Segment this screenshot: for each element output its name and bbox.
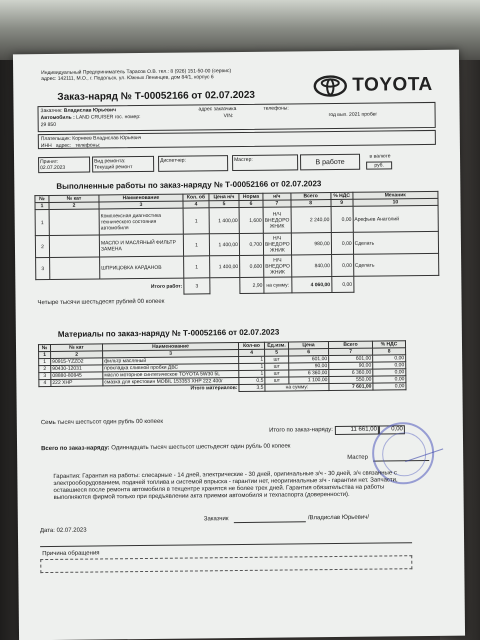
car-model: LAND CRUISER [76, 114, 114, 121]
works-col-number: 3 [99, 201, 183, 209]
cell-norm: 0,700 [239, 233, 263, 255]
repair-type-cell [92, 156, 154, 173]
materials-col-number: 4 [239, 349, 265, 356]
cell-qty: 1 [239, 363, 265, 370]
works-col-header: Механик [353, 191, 438, 199]
materials-col-number: 1 [39, 351, 51, 358]
grand-total-vat: 0,00 [379, 425, 405, 434]
works-col-number: 4 [183, 201, 209, 208]
cell-name: смазка для крестовин MOBIL 153353 XHP 222 400г [103, 378, 239, 386]
accepted-value: 02.07.2023 [40, 164, 66, 172]
cell-total: 840,00 [291, 255, 331, 277]
cell-vat: 0,00 [373, 376, 406, 383]
cell-unit: шт [265, 377, 289, 384]
accepted-cell [38, 157, 90, 174]
cell-total: 980,00 [291, 233, 331, 255]
works-col-number: 5 [209, 200, 239, 207]
customer-name: Владислав Юрьевич [63, 107, 117, 114]
date-line [40, 528, 87, 535]
cell-qty: 1 [183, 234, 209, 256]
cell-name: ШПРИЦОВКА КАРДАНОВ [100, 256, 184, 279]
materials-total-sum: 7 601,00 [329, 383, 373, 390]
payer-address-label: адрес: [55, 142, 72, 149]
organization-line-1: Индивидуальный Предприниматель Тарасов О.В. тел.: 8 (926) 151-50-00 (сервис) [41, 68, 232, 77]
cell-vat: 0,00 [331, 206, 353, 232]
customer-address-label: адрес заказчика [198, 106, 237, 113]
cell-qty: 1 [239, 356, 265, 363]
cell-name: Комплексная диагностика технического состояния автомобиля [99, 208, 183, 235]
materials-col-number: 8 [373, 348, 406, 355]
cell-unit: шт [265, 363, 289, 370]
works-total-norm: 2,90 [240, 277, 264, 293]
cell-name: МАСЛО И МАСЛЯНЫЙ ФИЛЬТР ЗАМЕНА [99, 234, 183, 257]
dispatcher-cell [158, 155, 228, 172]
works-col-number: 9 [331, 199, 353, 206]
mileage-label: пробег [361, 111, 378, 118]
works-total-row [36, 275, 439, 295]
currency-label: в валюте [369, 153, 391, 160]
cell-price: 1 400,00 [209, 233, 239, 255]
materials-total-label: Итого материалов: [190, 385, 238, 392]
vin-label: VIN: [223, 113, 234, 120]
cell-number: 3 [39, 372, 51, 379]
works-col-number: 7 [263, 200, 291, 207]
currency-value: руб. [366, 161, 392, 169]
cell-unit: шт [265, 370, 289, 377]
materials-total-words: Семь тысяч шестьсот один рубль 00 копеек [40, 418, 163, 427]
materials-col-header: Наименование [102, 343, 238, 351]
cell-qty: 1 [183, 208, 209, 234]
work-order-document [13, 50, 465, 640]
cell-catalog: 90430-12031 [51, 365, 103, 373]
cell-unit: шт [265, 356, 289, 363]
works-table [34, 191, 439, 296]
cell-catalog: 222 XHP [51, 379, 103, 387]
cell-vat: 0,00 [373, 362, 406, 369]
materials-section-title: Материалы по заказ-наряду № Т-00052166 от 02.07.2023 [57, 327, 280, 339]
cell-vat: 0,00 [373, 369, 406, 376]
date-value: 02.07.2023 [56, 527, 87, 534]
materials-col-header: Цена [288, 342, 328, 349]
works-col-number: 6 [239, 200, 263, 207]
year-label: год вып. [328, 111, 348, 119]
cell-total: 90,00 [329, 362, 373, 369]
cell-total: 601,00 [329, 355, 373, 362]
cell-qty: 0,5 [239, 377, 265, 384]
works-col-header: % НДС [331, 192, 353, 199]
master-signature-label: Мастер [347, 454, 368, 461]
materials-col-header: % НДС [372, 341, 405, 348]
toyota-emblem-icon [313, 75, 347, 97]
works-col-header: № [35, 195, 49, 202]
customer-phones-label: телефоны: [263, 105, 289, 112]
works-total-vat: 0,00 [331, 276, 353, 292]
works-total-words: Четыре тысячи шестьдесят рублей 00 копеек [37, 298, 165, 307]
repair-type-label: Вид ремонта: [94, 158, 126, 165]
plate-label: гос. номер: [114, 114, 141, 121]
works-col-number: 10 [353, 198, 438, 206]
customer-label: Заказчик: [40, 107, 63, 115]
materials-col-header: № кат [50, 344, 102, 352]
payer-label: Плательщик: [40, 135, 71, 143]
cell-price: 1 400,00 [210, 255, 240, 277]
reason-label: Причина обращения [42, 550, 100, 558]
materials-col-number: 6 [289, 349, 329, 356]
materials-col-header: № [38, 344, 50, 351]
materials-col-number: 5 [265, 349, 289, 356]
works-total-qty: 3 [184, 278, 210, 294]
guarantee-text: Гарантия: Гарантия на работы: слесарные - 14 дней, электрические - 30 дней, оригинальные з/ч - 30 дней, з/ч связанные с электрооборудованием, подачей топлива и системой впрыска - гарантии нет, неоригинальные з/ч - гарантии нет. Запчасти, оставшиеся после ремонта автомобиля в техцентре хранятся не более трех дней. Гарантия обязательства на работы выполняются фирмой только при предъявлении акта приемки автомобиля и техпаспорта (доверенности). [53, 470, 398, 501]
customer-signature-line [234, 521, 306, 523]
cell-catalog [49, 235, 99, 258]
cell-number: 1 [35, 209, 49, 235]
logo-wordmark: TOYOTA [352, 73, 433, 96]
payer-block [38, 130, 436, 149]
cell-price: 90,00 [289, 363, 329, 370]
cell-mechanic: Сделать [353, 253, 439, 276]
cell-unit: Н/Ч ВНЕДОРО ЖНИК [264, 255, 292, 277]
state-cell: В работе [300, 154, 360, 171]
customer-signature-label: Заказчик [203, 516, 229, 523]
materials-col-header: Всего [328, 341, 372, 348]
materials-col-number: 2 [51, 351, 103, 359]
cell-catalog: 90915-YZZD2 [51, 358, 103, 366]
inn-label: ИНН [40, 142, 52, 150]
works-col-number: 1 [35, 202, 49, 209]
document-title: Заказ-наряд № Т-00052166 от 02.07.2023 [57, 89, 256, 103]
materials-total-vat: 0,00 [373, 383, 406, 390]
cell-number: 3 [36, 257, 50, 279]
cell-number: 2 [39, 365, 51, 372]
works-col-header: Всего [291, 193, 331, 200]
organization-info [41, 67, 311, 82]
cell-name: прокладка сливной пробки ДВС [103, 364, 239, 372]
cell-total: 2 240,00 [291, 207, 331, 233]
materials-col-header: Кол-во [238, 342, 264, 349]
grand-total-words: Одиннадцать тысяч шестьсот шестьдесят один рубль 00 копеек [111, 443, 291, 452]
materials-col-number: 7 [329, 348, 373, 355]
cell-unit: Н/Ч ВНЕДОРО ЖНИК [263, 233, 291, 255]
materials-table [38, 340, 407, 394]
grand-total-label: Итого по заказ-наряду: [269, 427, 333, 434]
works-col-header: Кол. об [183, 194, 209, 201]
cell-price: 1 100,00 [289, 377, 329, 384]
cell-vat: 0,00 [331, 232, 353, 254]
grand-total-value: 11 661,00 [335, 426, 379, 435]
customer-block [37, 102, 435, 132]
cell-vat: 0,00 [373, 355, 406, 362]
cell-total: 550,00 [329, 376, 373, 383]
works-total-sum: 4 060,00 [291, 277, 331, 293]
materials-total-sum-label: на сумму: [265, 384, 329, 392]
cell-number: 4 [39, 379, 51, 386]
master-cell [232, 154, 298, 171]
accepted-label: Принят: [40, 158, 59, 166]
cell-price: 601,00 [289, 356, 329, 363]
car-label: Автомобиль : [40, 114, 75, 122]
cell-mechanic: Арефьев Анатолий [353, 205, 439, 232]
works-section-title: Выполненные работы по заказ-наряду № Т-00052166 от 02.07.2023 [56, 179, 322, 191]
mileage-value: 29 850 [40, 121, 57, 129]
cell-mechanic: Сделать [353, 231, 439, 254]
cell-qty: 1 [184, 256, 210, 278]
cell-norm: 1,600 [239, 207, 263, 233]
cell-catalog: 08880-80845 [51, 372, 103, 380]
cell-qty: 1 [239, 370, 265, 377]
cell-name: масло моторное синтетическое TOYOTA 5W30 5L [103, 371, 239, 379]
reason-field [40, 555, 412, 573]
cell-price: 6 360,00 [289, 370, 329, 377]
year-value: 2021 [349, 111, 361, 118]
repair-type-value: Текущий ремонт [94, 164, 133, 171]
organization-line-2: адрес: 142111, М.О., г. Подольск, ул. Южных Ленинцев, дом 84/1, корпус 6 [41, 74, 214, 83]
cell-name: фильтр масляный [103, 357, 239, 365]
materials-col-number: 3 [103, 350, 239, 358]
cell-catalog [49, 209, 99, 236]
works-col-header: Норма [239, 193, 263, 200]
grand-total-words-label: Всего по заказ-наряду: [41, 445, 110, 453]
works-col-header: Цена н/ч [209, 193, 239, 200]
date-label: Дата: [39, 527, 55, 535]
cell-total: 6 360,00 [329, 369, 373, 376]
works-col-number: 2 [49, 202, 99, 210]
customer-signature-name: /Владислав Юрьевич/ [307, 514, 370, 522]
cell-catalog [50, 257, 100, 280]
reason-separator [40, 542, 412, 547]
works-col-header: н/ч [263, 193, 291, 200]
materials-total-qty: 3,5 [239, 384, 265, 391]
cell-norm: 0,600 [240, 255, 264, 277]
works-col-number: 8 [291, 200, 331, 207]
works-total-label: Итого работ: [150, 283, 183, 290]
cell-number: 2 [35, 235, 49, 257]
cell-price: 1 400,00 [209, 207, 239, 233]
materials-col-header: Ед.изм. [264, 342, 288, 349]
payer-phones-label: телефоны: [75, 142, 101, 149]
cell-number: 1 [39, 358, 51, 365]
toyota-logo [313, 74, 433, 97]
cell-unit: Н/Ч ВНЕДОРО ЖНИК [263, 207, 291, 233]
master-label: Мастер: [234, 156, 253, 164]
works-col-header: Наименование [99, 194, 183, 202]
dispatcher-label: Диспетчер: [160, 157, 186, 164]
payer-name: Корнеев Владислав Юрьевич [72, 135, 142, 142]
works-col-header: № кат [49, 195, 99, 203]
cell-vat: 0,00 [331, 254, 353, 276]
works-total-sum-label: на сумму: [264, 277, 292, 293]
